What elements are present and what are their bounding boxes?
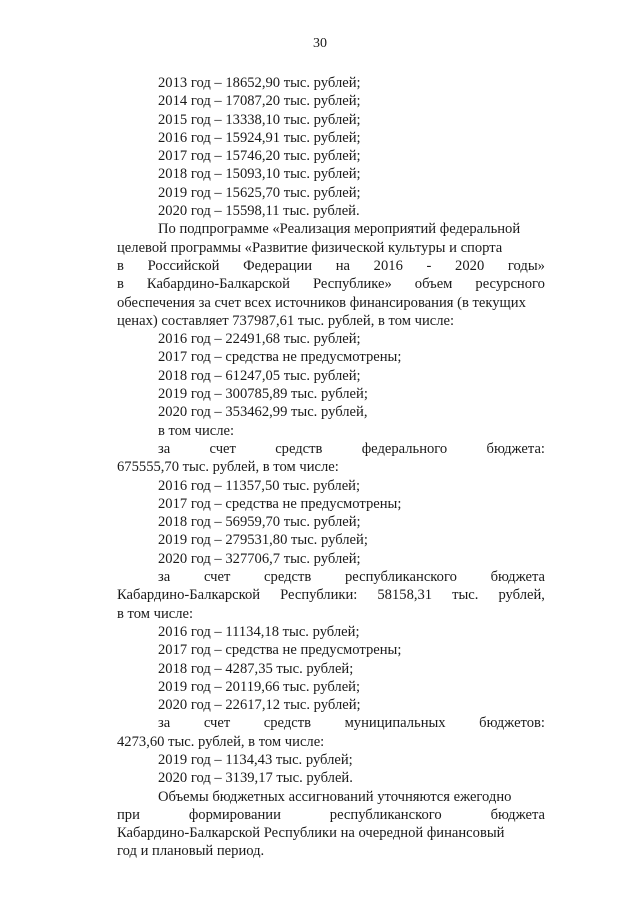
- list-item: 2020 год – 353462,99 тыс. рублей,: [158, 404, 368, 421]
- word: Российской: [147, 257, 220, 274]
- list-item: 2013 год – 18652,90 тыс. рублей;: [158, 75, 361, 91]
- word: тыс.: [452, 587, 479, 604]
- word: на: [335, 257, 351, 274]
- paragraph-line: [117, 806, 545, 824]
- word: республиканского: [344, 569, 457, 586]
- word: ресурсного: [475, 276, 545, 293]
- republic-budget-paragraph: [117, 568, 545, 623]
- paragraph-line: в том числе:: [117, 605, 194, 622]
- subprogram-paragraph: [117, 220, 545, 330]
- word: Кабардино-Балкарской: [146, 276, 290, 293]
- word: Кабардино-Балкарской: [117, 587, 261, 604]
- word: 2016: [373, 257, 403, 274]
- word: при: [117, 806, 140, 823]
- word: за: [158, 715, 171, 732]
- paragraph-line: год и плановый период.: [117, 843, 265, 860]
- paragraph-line: [117, 586, 545, 604]
- word: объем: [414, 276, 453, 293]
- paragraph-line: обеспечения за счет всех источников финансирования (в текущих: [117, 294, 526, 311]
- list-item: 2016 год – 15924,91 тыс. рублей;: [158, 129, 361, 146]
- list-item: 2020 год – 15598,11 тыс. рублей.: [158, 203, 360, 220]
- word: Республике»: [312, 276, 392, 293]
- word: бюджета: [490, 806, 545, 823]
- word: средств: [275, 440, 323, 457]
- word: бюджетов:: [479, 715, 545, 732]
- funding-list-federal: [117, 477, 545, 568]
- list-item: 2020 год – 327706,7 тыс. рублей;: [158, 550, 361, 567]
- paragraph-line: [117, 440, 545, 458]
- paragraph-line: [117, 275, 545, 293]
- word: средств: [264, 569, 312, 586]
- word: в: [117, 276, 124, 293]
- paragraph-line: 675555,70 тыс. рублей, в том числе:: [117, 459, 339, 476]
- paragraph-line: целевой программы «Развитие физической культуры и спорта: [117, 239, 503, 256]
- word: муниципальных: [344, 715, 446, 732]
- list-item: 2019 год – 279531,80 тыс. рублей;: [158, 532, 368, 549]
- word: счет: [203, 569, 231, 586]
- word: рублей,: [498, 587, 545, 604]
- word: республиканского: [329, 806, 442, 823]
- page-number: 30: [313, 36, 327, 51]
- list-item: 2016 год – 11134,18 тыс. рублей;: [158, 623, 360, 640]
- word: за: [158, 440, 171, 457]
- list-item: 2016 год – 11357,50 тыс. рублей;: [158, 477, 361, 494]
- list-item: 2017 год – средства не предусмотрены;: [158, 642, 402, 659]
- word: счет: [203, 715, 231, 732]
- word: счет: [209, 440, 236, 457]
- list-item: 2018 год – 56959,70 тыс. рублей;: [158, 514, 361, 531]
- word: формировании: [188, 806, 281, 823]
- paragraph-line: 4273,60 тыс. рублей, в том числе:: [117, 733, 325, 750]
- list-item: 2019 год – 15625,70 тыс. рублей;: [158, 184, 361, 201]
- federal-budget-paragraph: [117, 440, 545, 477]
- final-paragraph: [117, 788, 545, 861]
- list-item: 2020 год – 3139,17 тыс. рублей.: [158, 770, 353, 787]
- paragraph-line: По подпрограмме «Реализация мероприятий федеральной: [158, 221, 521, 238]
- list-item: 2019 год – 20119,66 тыс. рублей;: [158, 678, 361, 695]
- in-total-label: в том числе:: [158, 422, 235, 439]
- word: -: [426, 257, 432, 274]
- word: бюджета:: [486, 440, 545, 457]
- list-item: 2018 год – 15093,10 тыс. рублей;: [158, 166, 361, 183]
- word: годы»: [507, 257, 545, 274]
- funding-list-republic: [117, 623, 545, 714]
- list-item: 2017 год – 15746,20 тыс. рублей;: [158, 148, 361, 165]
- list-item: 2018 год – 61247,05 тыс. рублей;: [158, 367, 361, 384]
- municipal-budget-paragraph: [117, 714, 545, 751]
- list-item: 2015 год – 13338,10 тыс. рублей;: [158, 111, 361, 128]
- document-body: [117, 74, 545, 861]
- word: средств: [263, 715, 311, 732]
- word: бюджета: [490, 569, 545, 586]
- word: за: [158, 569, 171, 586]
- paragraph-line: ценах) составляет 737987,61 тыс. рублей, в том числе:: [117, 312, 455, 329]
- paragraph-line: [117, 568, 545, 586]
- funding-list-2013-2020: [117, 74, 545, 220]
- funding-list-municipal: [117, 751, 545, 788]
- list-item: 2014 год – 17087,20 тыс. рублей;: [158, 93, 361, 110]
- list-item: 2019 год – 1134,43 тыс. рублей;: [158, 751, 353, 768]
- word: Республики:: [280, 587, 358, 604]
- word: 2020: [455, 257, 485, 274]
- paragraph-line: Кабардино-Балкарской Республики на очередной финансовый: [117, 825, 505, 842]
- list-item: 2017 год – средства не предусмотрены;: [158, 349, 402, 366]
- word: федерального: [361, 440, 448, 457]
- list-item: 2017 год – средства не предусмотрены;: [158, 495, 402, 512]
- list-item: 2016 год – 22491,68 тыс. рублей;: [158, 331, 361, 348]
- paragraph-line: Объемы бюджетных ассигнований уточняются ежегодно: [158, 788, 512, 805]
- list-item: 2020 год – 22617,12 тыс. рублей;: [158, 697, 361, 714]
- word: 58158,31: [377, 587, 433, 604]
- funding-list-total: [117, 330, 545, 440]
- word: в: [117, 257, 124, 274]
- word: Федерации: [243, 257, 313, 274]
- list-item: 2019 год – 300785,89 тыс. рублей;: [158, 386, 368, 403]
- paragraph-line: [117, 257, 545, 275]
- paragraph-line: [117, 714, 545, 732]
- list-item: 2018 год – 4287,35 тыс. рублей;: [158, 660, 354, 677]
